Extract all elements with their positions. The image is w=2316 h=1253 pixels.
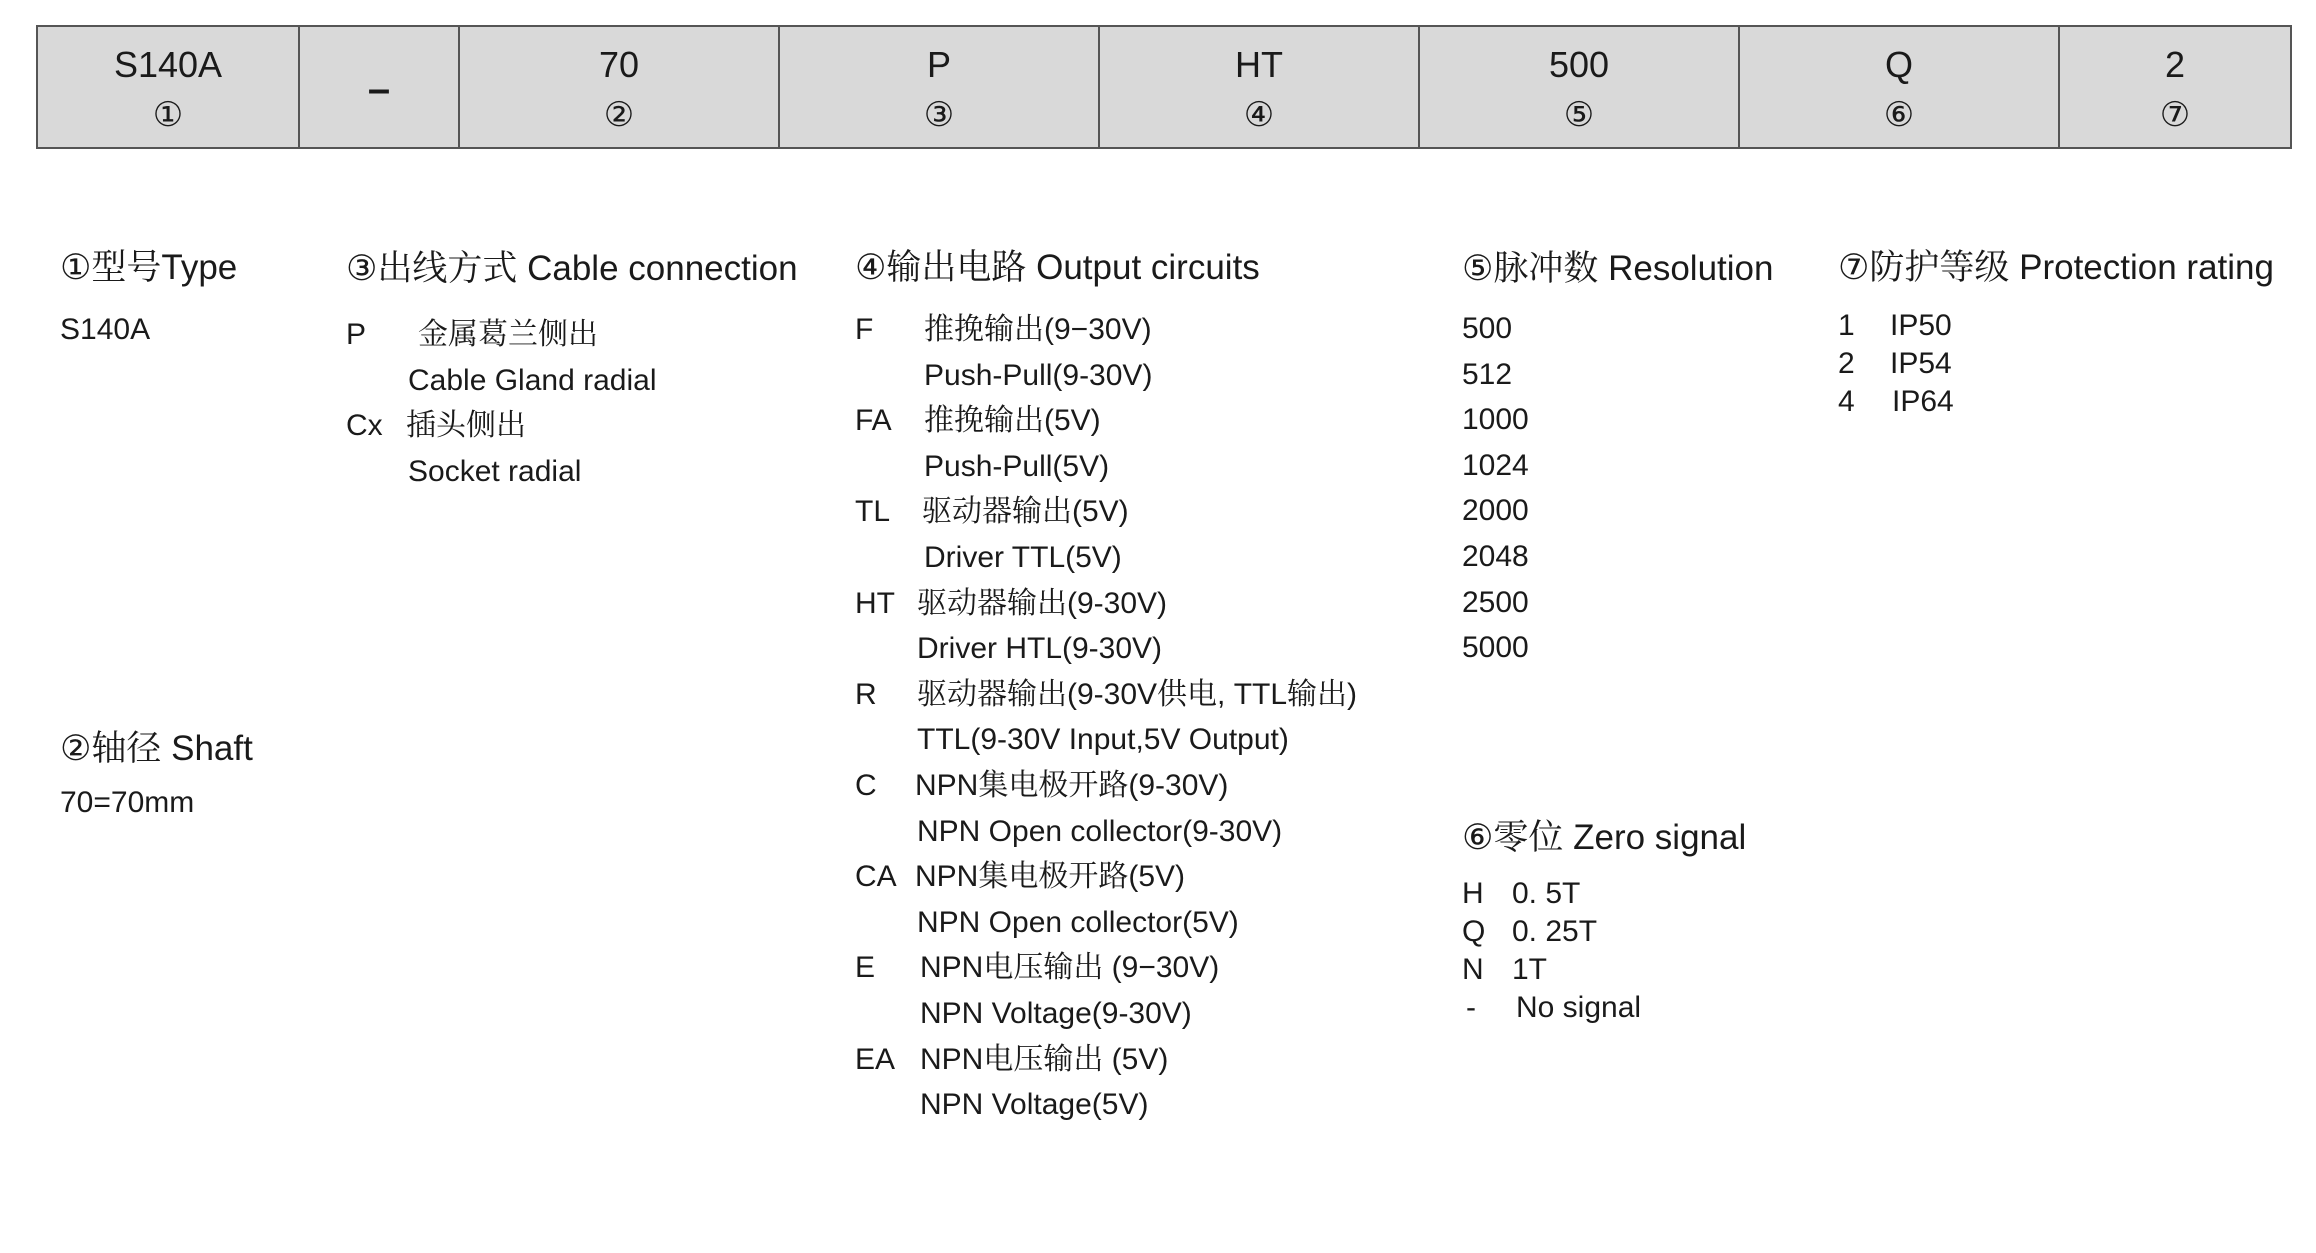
zero-text: 0. 25T — [1512, 915, 1598, 948]
list-item — [855, 900, 1415, 946]
code-cell-shaft — [460, 27, 780, 147]
code-cell-resolution — [1420, 27, 1740, 147]
list-item — [346, 312, 866, 358]
shaft-value: 70=70mm — [60, 786, 195, 819]
output-en: TTL(9-30V Input,5V Output) — [917, 723, 1289, 757]
output-cn: 推挽输出(5V) — [924, 404, 1101, 438]
list-item — [855, 307, 1415, 353]
output-cn: 驱动器输出(9-30V供电, TTL输出) — [917, 677, 1358, 711]
protection-code: 1 — [1838, 309, 1855, 342]
list-item — [855, 809, 1415, 855]
list-item — [1838, 383, 2274, 421]
code-value: P — [926, 44, 951, 85]
type-value: S140A — [60, 313, 151, 346]
resolution-value: 2048 — [1462, 539, 1529, 573]
list-item — [855, 398, 1415, 444]
code-value: 70 — [598, 44, 640, 85]
output-title: ④输出电路 Output circuits — [855, 248, 1260, 287]
zero-code: N — [1462, 953, 1484, 986]
output-code: F — [855, 313, 874, 346]
code-index: ② — [603, 96, 635, 134]
code-index: ① — [152, 96, 184, 134]
code-value: 2 — [2164, 44, 2186, 85]
code-index: ⑦ — [2159, 96, 2191, 134]
resolution-value: 500 — [1462, 312, 1513, 345]
output-en: NPN Open collector(5V) — [917, 905, 1239, 939]
output-code: HT — [855, 586, 895, 620]
cable-en: Cable Gland radial — [408, 363, 657, 397]
output-cn: NPN集电极开路(5V) — [915, 860, 1186, 894]
output-cn: 驱动器输出(5V) — [922, 495, 1129, 529]
list-item — [855, 581, 1415, 627]
code-cell-cable — [780, 27, 1100, 147]
cable-title: ③出线方式 Cable connection — [346, 249, 798, 288]
protection-section — [1838, 245, 2274, 421]
cable-code: P — [346, 318, 367, 351]
output-code: CA — [855, 860, 897, 894]
list-item — [1838, 307, 2274, 345]
code-value: S140A — [113, 44, 223, 85]
cable-section — [346, 246, 866, 494]
output-code: EA — [855, 1042, 896, 1076]
list-item — [855, 672, 1415, 718]
output-section — [855, 245, 1415, 1128]
list-item — [855, 717, 1415, 763]
list-item — [1838, 345, 2274, 383]
zero-code: Q — [1462, 915, 1486, 948]
code-cell-output — [1100, 27, 1420, 147]
output-en: NPN Voltage(5V) — [920, 1088, 1149, 1122]
type-section — [60, 245, 237, 353]
output-en: Push-Pull(5V) — [924, 449, 1110, 483]
code-dash: – — [367, 67, 391, 111]
code-value: HT — [1235, 44, 1283, 85]
zero-code: - — [1466, 991, 1476, 1024]
resolution-value: 512 — [1462, 357, 1513, 391]
output-cn: NPN电压输出 (9−30V) — [920, 951, 1220, 985]
resolution-section — [1462, 246, 1773, 671]
list-item — [346, 358, 866, 404]
output-en: Push-Pull(9-30V) — [924, 358, 1153, 392]
output-cn: NPN集电极开路(9-30V) — [915, 768, 1229, 802]
protection-text: IP50 — [1890, 309, 1952, 342]
resolution-value: 1000 — [1462, 403, 1529, 437]
list-item — [1462, 989, 1746, 1027]
code-index: ⑥ — [1883, 96, 1915, 134]
output-en: NPN Open collector(9-30V) — [917, 814, 1283, 848]
code-cell-type — [38, 27, 300, 147]
list-item — [1462, 913, 1746, 951]
output-code: TL — [855, 495, 891, 529]
list-item — [855, 945, 1415, 991]
zero-text: No signal — [1516, 991, 1642, 1024]
shaft-title: ②轴径 Shaft — [60, 729, 253, 768]
output-cn: 驱动器输出(9-30V) — [917, 586, 1168, 620]
protection-code: 4 — [1838, 385, 1855, 418]
list-item — [1462, 875, 1746, 913]
output-en: Driver HTL(9-30V) — [917, 632, 1163, 666]
code-cell-separator — [300, 27, 460, 147]
protection-text: IP64 — [1892, 385, 1954, 418]
resolution-value: 5000 — [1462, 631, 1529, 665]
code-index: ④ — [1243, 96, 1275, 134]
list-item — [855, 763, 1415, 809]
output-en: Driver TTL(5V) — [924, 540, 1122, 574]
code-cell-protection — [2060, 27, 2290, 147]
list-item — [855, 626, 1415, 672]
cable-cn: 插头侧出 — [406, 409, 526, 443]
list-item — [855, 353, 1415, 399]
resolution-value: 1024 — [1462, 448, 1529, 482]
list-item — [855, 535, 1415, 581]
resolution-value: 2000 — [1462, 494, 1529, 528]
model-code-table — [36, 25, 2292, 149]
list-item — [855, 854, 1415, 900]
zero-title: ⑥零位 Zero signal — [1462, 818, 1747, 857]
code-index: ⑤ — [1563, 96, 1595, 134]
shaft-section — [60, 726, 253, 826]
cable-code: Cx — [346, 409, 383, 443]
cable-en: Socket radial — [408, 454, 582, 488]
zero-text: 0. 5T — [1512, 877, 1581, 910]
output-cn: 推挽输出(9−30V) — [924, 313, 1152, 346]
code-index: ③ — [923, 96, 955, 134]
zero-code: H — [1462, 877, 1484, 910]
zero-section — [1462, 815, 1746, 1027]
list-item — [855, 1082, 1415, 1128]
code-value: Q — [1884, 44, 1913, 85]
list-item — [855, 444, 1415, 490]
zero-text: 1T — [1512, 953, 1548, 986]
code-value: 500 — [1548, 44, 1610, 85]
list-item — [1462, 951, 1746, 989]
list-item — [346, 403, 866, 449]
list-item — [855, 489, 1415, 535]
protection-title: ⑦防护等级 Protection rating — [1838, 248, 2274, 287]
list-item — [855, 1037, 1415, 1083]
cable-cn: 金属葛兰侧出 — [418, 318, 598, 351]
list-item — [855, 991, 1415, 1037]
type-title: ①型号Type — [60, 248, 238, 287]
protection-text: IP54 — [1890, 347, 1952, 380]
output-code: FA — [855, 404, 892, 438]
output-code: C — [855, 768, 877, 802]
protection-code: 2 — [1838, 347, 1855, 380]
output-en: NPN Voltage(9-30V) — [920, 996, 1192, 1030]
list-item — [346, 449, 866, 495]
resolution-title: ⑤脉冲数 Resolution — [1462, 249, 1774, 288]
output-code: R — [855, 677, 877, 711]
output-code: E — [855, 951, 876, 985]
code-cell-zero — [1740, 27, 2060, 147]
resolution-value: 2500 — [1462, 585, 1529, 619]
output-cn: NPN电压输出 (5V) — [920, 1042, 1169, 1076]
